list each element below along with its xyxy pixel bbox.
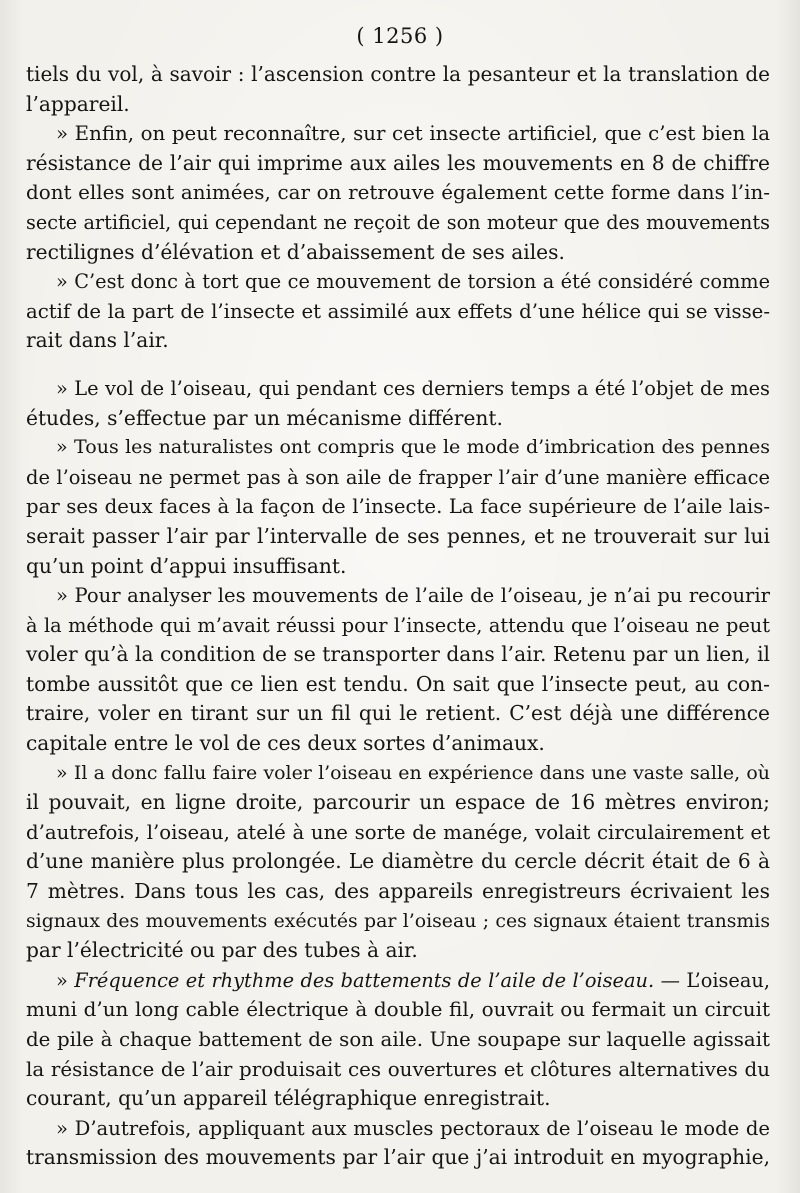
text-line: rectilignes d’élévation et d’abaissement de ses ailes. <box>26 239 565 264</box>
section-heading-italic: Fréquence et rhythme des battements de l’aile de l’oiseau. <box>74 968 655 992</box>
text-line: actif de la part de l’insecte et assimilé aux effets d’une hélice qui se visse- <box>26 299 770 323</box>
text-line: d’une manière plus prolongée. Le diamètre du cercle décrit était de 6 à <box>26 849 770 874</box>
text-line: tombe aussitôt que ce lien est tendu. On sait que l’insecte peut, au con- <box>26 671 770 696</box>
text-line: courant, qu’un appareil télégraphique enregistrait. <box>26 1086 551 1111</box>
text-line: l’appareil. <box>26 91 130 116</box>
text-line: rait dans l’air. <box>26 328 169 353</box>
text-line: » Pour analyser les mouvements de l’aile de l’oiseau, je n’ai pu recourir <box>56 584 770 608</box>
text-line: secte artificiel, qui cependant ne reçoit de son moteur que des mouvements <box>26 210 770 234</box>
body-lines-part-1 <box>26 60 770 966</box>
text-line: de pile à chaque battement de son aile. Une soupape sur laquelle agissait <box>26 1028 770 1051</box>
text-line: 7 mètres. Dans tous les cas, des appareils enregistreurs écrivaient les <box>26 879 770 904</box>
text-line: signaux des mouvements exécutés par l’oiseau ; ces signaux étaient transmis <box>26 909 770 932</box>
text-line: à la méthode qui m’avait réussi pour l’insecte, attendu que l’oiseau ne peut <box>26 613 770 637</box>
text-line: » Enfin, on peut reconnaître, sur cet insecte artificiel, que c’est bien la <box>56 122 770 146</box>
text-line: » Tous les naturalistes ont compris que le mode d’imbrication des pennes <box>56 436 770 459</box>
section-heading-suffix: — L’oiseau, <box>654 968 770 992</box>
text-line: la résistance de l’air produisait ces ouvertures et clôtures alternatives du <box>26 1057 770 1081</box>
text-line: » Il a donc fallu faire voler l’oiseau en expérience dans une vaste salle, où <box>56 761 770 784</box>
body-lines-part-2 <box>26 995 770 1173</box>
text-line: » C’est donc à tort que ce mouvement de torsion a été considéré comme <box>56 270 770 294</box>
text-line: transmission des mouvements par l’air que j’ai introduit en myographie, <box>26 1145 770 1170</box>
text-line: capitale entre le vol de ces deux sortes d’animaux. <box>26 731 545 756</box>
text-line: par l’électricité ou par des tubes à air. <box>26 938 418 963</box>
text-line: études, s’effectue par un mécanisme différent. <box>26 405 503 430</box>
text-line: dont elles sont animées, car on retrouve également cette forme dans l’in- <box>26 181 770 205</box>
text-line: traire, voler en tirant sur un fil qui le retient. C’est déjà une différence <box>26 701 770 726</box>
section-heading-prefix: » <box>56 968 75 992</box>
text-line: serait passer l’air par l’intervalle de ses pennes, et ne trouverait sur lui <box>26 523 770 548</box>
body-text <box>26 60 770 1173</box>
text-line: de l’oiseau ne permet pas à son aile de frapper l’air d’une manière efficace <box>26 465 770 489</box>
text-line: tiels du vol, à savoir : l’ascension contre la pesanteur et la translation de <box>26 62 770 86</box>
text-line: » Le vol de l’oiseau, qui pendant ces derniers temps a été l’objet de mes <box>56 376 770 400</box>
text-line: par ses deux faces à la façon de l’insecte. La face supérieure de l’aile lais- <box>26 495 770 519</box>
text-line: d’autrefois, l’oiseau, atelé à une sorte de manége, volait circulairement et <box>26 820 770 844</box>
text-line: » D’autrefois, appliquant aux muscles pectoraux de l’oiseau le mode de <box>56 1116 770 1140</box>
text-line-section-heading <box>26 966 770 996</box>
text-line: qu’un point d’appui insuffisant. <box>26 553 347 578</box>
text-line: muni d’un long cable électrique à double fil, ouvrait ou fermait un circuit <box>26 997 770 1022</box>
page-number: ( 1256 ) <box>356 24 444 48</box>
text-line: voler qu’à la condition de se transporter dans l’air. Retenu par un lien, il <box>26 642 770 667</box>
text-line: résistance de l’air qui imprime aux ailes les mouvements en 8 de chiffre <box>26 150 770 175</box>
text-line: il pouvait, en ligne droite, parcourir un espace de 16 mètres environ; <box>26 790 770 815</box>
